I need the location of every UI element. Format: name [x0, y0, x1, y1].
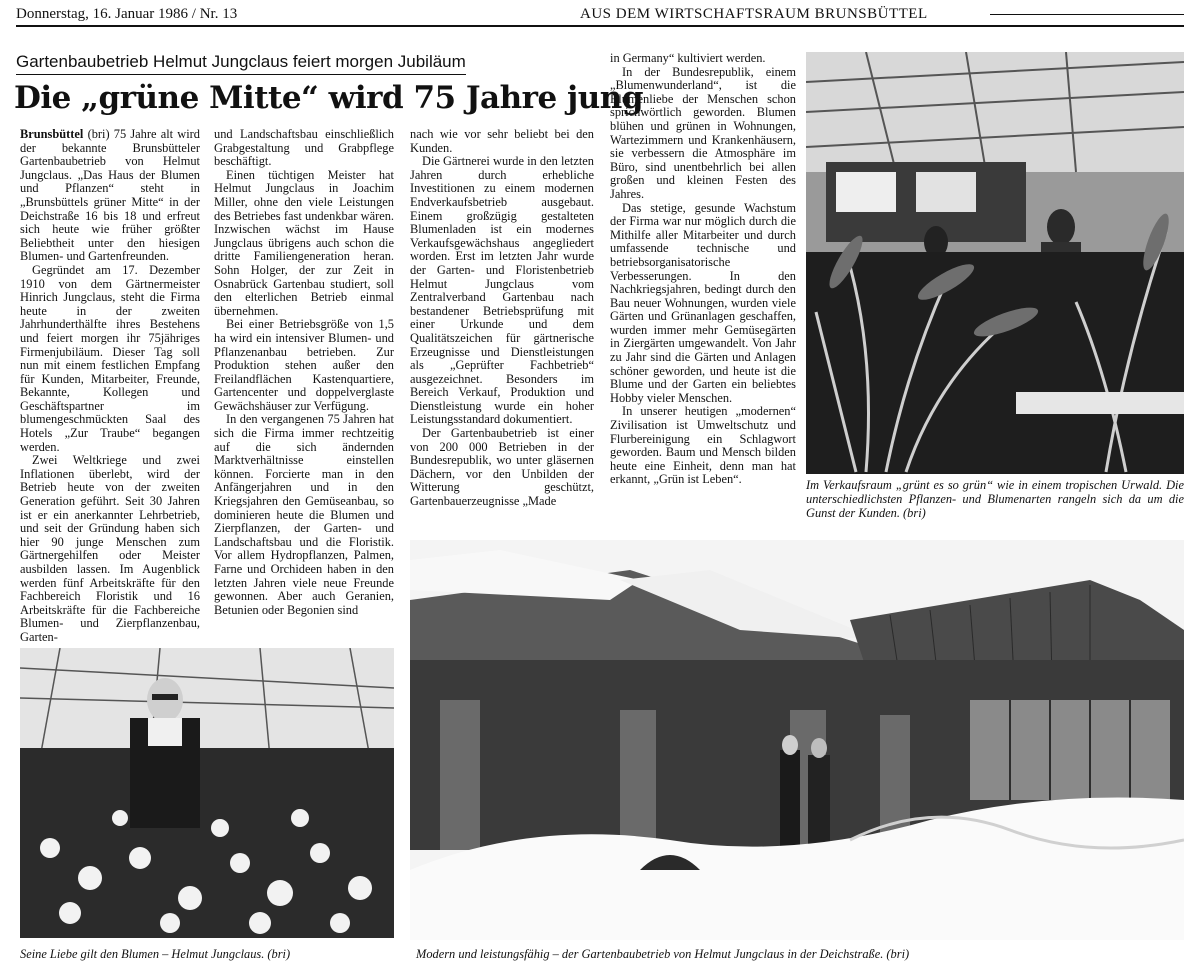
paragraph: In den vergangenen 75 Jahren hat sich die Firma immer rechtzeitig auf die sich ändernden Marktverhältnisse einstellen können. Forcierte man in den Anfängerjahren und in den Kriegsjahren den Gemüseanbau, so dominieren heute die Blumen und Zierpflanzen, der Garten- und Landschaftsbau und die Floristik. Vor allem Hydropflanzen, Palmen, Farne und Orchideen haben in den letzten Jahren viele neue Freunde gewonnen. Aber auch Geranien, Betunien oder Begonien sind	[214, 412, 394, 617]
paragraph: Die Gärtnerei wurde in den letzten Jahren durch erhebliche Investitionen zu einem modernen Endverkaufsbetrieb ausgebaut. Einem großzügig gestalteten Blumenladen ist ein modernes Verkaufsgewächshaus angegliedert worden. Erst im letzten Jahr wurde der Garten- und Floristenbetrieb Helmut Jungclaus vom Zentralverband Gartenbau nach bestandener Betriebsprüfung mit einer Urkunde und dem Qualitätszeichen für gärtnerische Erzeugnisse und Dienstleistungen als „Geprüfter Fachbetrieb“ ausgezeichnet. Besonders im Bereich Verkauf, Produktion und Dienstleistung wurde ein hoher Leistungsstandard dokumentiert.	[410, 154, 594, 427]
paragraph: und Landschaftsbau einschließlich Grabgestaltung und Grabpflege beschäftigt.	[214, 127, 394, 169]
article-column-1	[20, 128, 200, 645]
owner-with-flowers-image	[20, 648, 394, 938]
article-column-4	[610, 52, 796, 487]
greenhouse-interior-image	[806, 52, 1184, 474]
paragraph: Das stetige, gesunde Wachstum der Firma war nur möglich durch die Mithilfe aller Mitarbeiter und durch umfassende technische und betriebsorganisatorische Verbesserungen. In den Nachkriegsjahren, bedingt durch den Bau neuer Wohnungen, wurden viele Gärten und Grünanlagen geschaffen, wurden immer mehr Gemüsegärten in Ziergärten umgewandelt. Von Jahr zu Jahr sind die Gärten und Anlagen schöner geworden, und heute ist die Blume und der Garten ein beliebtes Hobby vieler Menschen.	[610, 200, 796, 405]
article-headline: Die „grüne Mitte“ wird 75 Jahre jung	[14, 80, 643, 116]
paragraph: Einen tüchtigen Meister hat Helmut Jungclaus in Joachim Miller, ohne den viele Leistungen des Betriebes fast undenkbar wären. Inzwischen wächst im Hause Jungclaus übrigens auch schon die dritte Familiengeneration heran. Sohn Holger, der zur Zeit in Osnabrück Gartenbau studiert, soll den elterlichen Betrieb einmal übernehmen.	[214, 167, 394, 318]
paragraph: nach wie vor sehr beliebt bei den Kunden.	[410, 127, 594, 155]
dateline: Brunsbüttel	[20, 127, 84, 141]
paragraph: In unserer heutigen „modernen“ Zivilisation ist Umweltschutz und Flurbereinigung ein Schlagwort geworden. Baum und Mensch bilden heute eine Einheit, denn man hat erkannt, „Grün ist Leben“.	[610, 404, 796, 487]
paragraph: Der Gartenbaubetrieb ist einer von 200 000 Betrieben in der Bundesrepublik, wo unter gläsernen Dächern, vor den Unbilden der Witterung geschützt, Gartenbauerzeugnisse „Made	[410, 426, 594, 509]
article-kicker: Gartenbaubetrieb Helmut Jungclaus feiert morgen Jubiläum	[16, 52, 466, 75]
paragraph	[20, 128, 200, 264]
photo-nursery-building	[410, 540, 1184, 940]
masthead-short-rule	[990, 14, 1184, 15]
caption-owner: Seine Liebe gilt den Blumen – Helmut Jungclaus. (bri)	[20, 947, 291, 961]
nursery-building-image	[410, 540, 1184, 940]
caption-greenhouse-interior: Im Verkaufsraum „grünt es so grün“ wie in einem tropischen Urwald. Die unterschiedlichsten Pflanzen- und Blumenarten rangeln sich da um die Gunst der Kunden. (bri)	[806, 478, 1184, 520]
caption-nursery-building: Modern und leistungsfähig – der Gartenbaubetrieb von Helmut Jungclaus in der Deichstraße. (bri)	[416, 947, 910, 961]
article-column-2	[214, 128, 394, 617]
paragraph: Zwei Weltkriege und zwei Inflationen überlebt, wird der Betrieb heute von der zweiten Generation geführt. Seit 30 Jahren ist er ein anerkannter Lehrbetrieb, und seit der Gründung haben sich hier 90 junge Menschen zum Gärtnergehilfen oder Meister ausbilden lassen. Im Augenblick werden fünf Arbeitskräfte für den Fachbereich Floristik und 16 Arbeitskräfte für die Fachbereiche Blumen- und Zierpflanzenbau, Garten-	[20, 453, 200, 644]
masthead-rule	[16, 25, 1184, 27]
photo-owner-with-flowers	[20, 648, 394, 938]
paragraph: Gegründet am 17. Dezember 1910 von dem Gärtnermeister Hinrich Jungclaus, steht die Firma heute in der zweiten Jahrhunderthälfte ihres Bestehens und feiert morgen ihr 75jähriges Firmenjubiläum. Dieser Tag soll nun mit einem festlichen Empfang für Kunden, Mitarbeiter, Freunde, Bekannte, Kollegen und Geschäftspartner im blumengeschmückten Saal des Hotels „Zur Traube“ begangen werden.	[20, 262, 200, 454]
article-column-3	[410, 128, 594, 509]
masthead-date-issue: Donnerstag, 16. Januar 1986 / Nr. 13	[16, 6, 238, 22]
paragraph: in Germany“ kultiviert werden.	[610, 51, 766, 65]
paragraph: In der Bundesrepublik, einem „Blumenwunderland“, ist die Blumenliebe der Menschen schon sprichwörtlich geworden. Blumen blühen und grünen in Wohnungen, Wartezimmern und Krankenhäusern, sie verbessern die Atmosphäre im Büro, sind unentbehrlich bei allen großen und kleinen Festen des Jahres.	[610, 64, 796, 201]
paragraph: Bei einer Betriebsgröße von 1,5 ha wird ein intensiver Blumen- und Pflanzenanbau betrieben. Zur Produktion stehen außer den Freilandflächen Kastenquartiere, Gartencenter und doppelverglaste Gewächshäuser zur Verfügung.	[214, 317, 394, 413]
paragraph-text: (bri) 75 Jahre alt wird der bekannte Brunsbütteler Gartenbaubetrieb von Helmut Jungclaus. „Das Haus der Blumen und Pflanzen“ steht in „Brunsbüttels grüner Mitte“ in der Deichstraße 16 bis 18 und erfreut sich heute wie früher größter Beliebtheit unter den hiesigen Blumen- und Gartenfreunden.	[20, 127, 200, 264]
photo-greenhouse-interior	[806, 52, 1184, 474]
masthead-section: AUS DEM WIRTSCHAFTSRAUM BRUNSBÜTTEL	[580, 6, 928, 22]
